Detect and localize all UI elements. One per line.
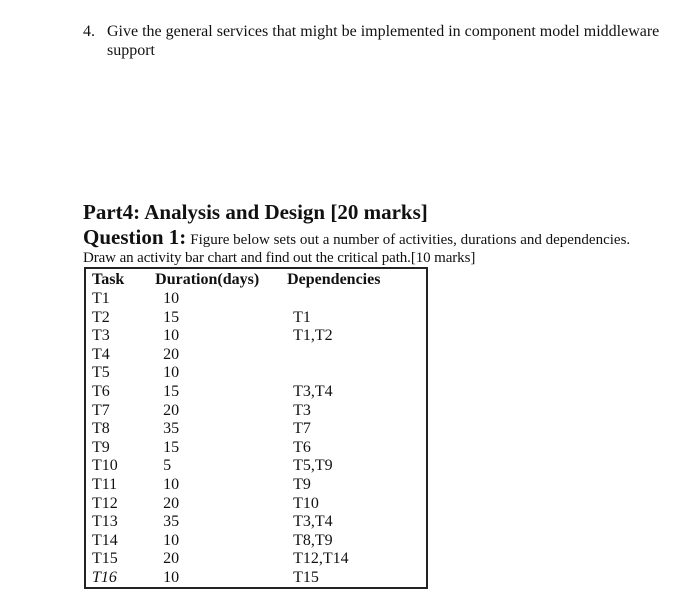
table-row xyxy=(92,402,426,421)
cell-dependencies: T1 xyxy=(293,308,311,326)
table-row xyxy=(92,309,426,328)
cell-dependencies: T3 xyxy=(293,401,311,419)
question-4-text: Give the general services that might be implemented in component model middleware xyxy=(107,23,660,40)
cell-task: T6 xyxy=(92,382,110,400)
task-table-box xyxy=(84,267,428,589)
table-row xyxy=(92,364,426,383)
cell-dependencies: T7 xyxy=(293,420,311,438)
cell-duration: 20 xyxy=(163,401,180,419)
table-row xyxy=(92,495,426,514)
cell-task: T14 xyxy=(92,531,118,549)
header-task: Task xyxy=(92,271,125,289)
cell-duration: 10 xyxy=(163,364,180,382)
cell-dependencies: T9 xyxy=(293,475,311,493)
cell-duration: 20 xyxy=(163,494,180,512)
cell-duration: 20 xyxy=(163,550,180,568)
table-header-row xyxy=(92,269,426,290)
cell-task: T1 xyxy=(92,290,110,307)
table-row xyxy=(92,383,426,402)
table-row xyxy=(92,290,426,309)
question-1 xyxy=(83,227,695,268)
cell-task: T16 xyxy=(92,568,117,586)
cell-task: T2 xyxy=(92,308,110,326)
cell-duration: 10 xyxy=(163,475,180,493)
cell-task: T3 xyxy=(92,327,110,345)
question-1-label: Question 1: xyxy=(83,225,187,249)
cell-duration: 15 xyxy=(163,382,180,400)
table-row xyxy=(92,420,426,439)
cell-duration: 10 xyxy=(163,531,180,549)
cell-dependencies: T12,T14 xyxy=(293,550,349,568)
cell-task: T10 xyxy=(92,457,118,475)
task-table xyxy=(92,269,426,588)
cell-task: T5 xyxy=(92,364,110,382)
cell-task: T4 xyxy=(92,345,110,363)
question-1-text-line2: Draw an activity bar chart and find out the critical path.[10 marks] xyxy=(83,250,476,266)
part4-title: Part4: Analysis and Design [20 marks] xyxy=(83,200,428,224)
question-4-continuation: support xyxy=(107,42,155,59)
cell-dependencies: T3,T4 xyxy=(293,382,333,400)
table-row xyxy=(92,550,426,569)
cell-dependencies: T3,T4 xyxy=(293,513,333,531)
question-4 xyxy=(83,22,693,60)
header-dependencies: Dependencies xyxy=(287,271,381,289)
cell-duration: 10 xyxy=(163,327,180,345)
cell-task: T12 xyxy=(92,494,118,512)
cell-dependencies: T15 xyxy=(293,568,319,586)
cell-dependencies: T10 xyxy=(293,494,319,512)
cell-duration: 15 xyxy=(163,308,180,326)
cell-task: T7 xyxy=(92,401,110,419)
cell-task: T13 xyxy=(92,513,118,531)
cell-duration: 35 xyxy=(163,420,180,438)
cell-task: T9 xyxy=(92,438,110,456)
cell-duration: 20 xyxy=(163,345,180,363)
cell-task: T8 xyxy=(92,420,110,438)
header-duration: Duration(days) xyxy=(155,271,260,289)
table-row xyxy=(92,457,426,476)
cell-dependencies: T6 xyxy=(293,438,311,456)
cell-task: T15 xyxy=(92,550,118,568)
cell-task: T11 xyxy=(92,475,118,493)
cell-dependencies: T1,T2 xyxy=(293,327,333,345)
table-row xyxy=(92,513,426,532)
table-row xyxy=(92,439,426,458)
table-row xyxy=(92,346,426,365)
cell-dependencies xyxy=(285,290,426,309)
question-4-number: 4. xyxy=(83,23,95,40)
question-4-line1 xyxy=(83,22,693,41)
cell-dependencies: T8,T9 xyxy=(293,531,333,549)
table-row xyxy=(92,569,426,588)
cell-duration: 10 xyxy=(163,290,180,307)
question-1-text-line1: Figure below sets out a number of activities, durations and dependencies. xyxy=(190,232,631,248)
cell-dependencies xyxy=(285,364,426,383)
cell-dependencies xyxy=(285,346,426,365)
cell-duration: 10 xyxy=(163,568,180,586)
cell-duration: 5 xyxy=(163,457,172,475)
cell-dependencies: T5,T9 xyxy=(293,457,333,475)
cell-duration: 35 xyxy=(163,513,180,531)
cell-duration: 15 xyxy=(163,438,180,456)
table-row xyxy=(92,476,426,495)
table-row xyxy=(92,327,426,346)
table-row xyxy=(92,532,426,551)
